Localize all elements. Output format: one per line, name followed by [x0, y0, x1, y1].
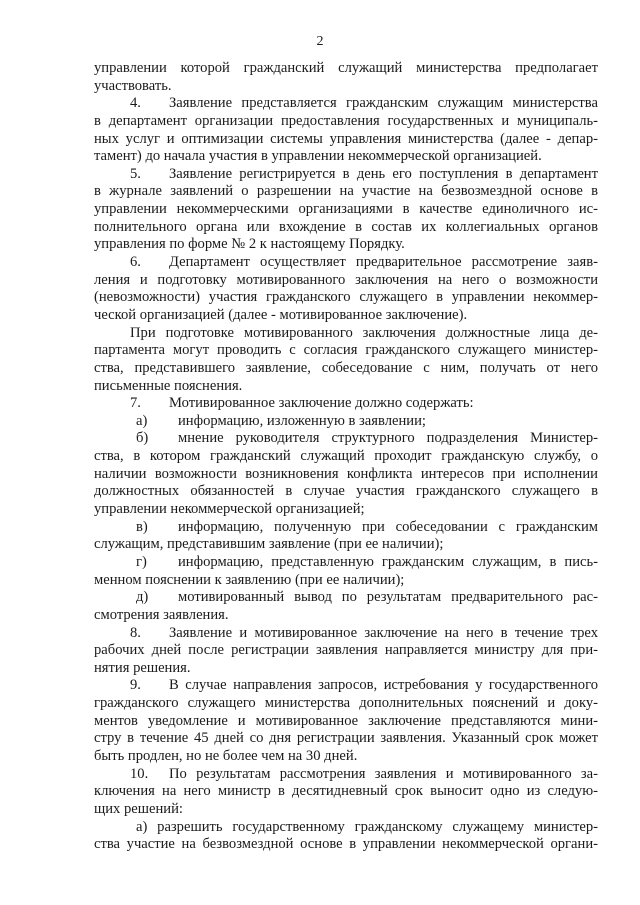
text-line: информацию, представленную гражданским служащим, в пись- — [178, 553, 598, 570]
paragraph-4-first-line — [94, 95, 598, 113]
text-line: щих решений: — [94, 800, 183, 817]
text-line: стру в течение 45 дней со дня регистрации заявления. Указанный срок может — [94, 730, 598, 747]
text-line: При подготовке мотивированного заключения должностные лица де- — [130, 324, 598, 341]
text-line: должностных обязанностей в случае участия гражданского служащего в — [94, 483, 598, 500]
text-line: мотивированный вывод по результатам предварительного рас- — [178, 589, 598, 606]
text-line: нятия решения. — [94, 659, 191, 676]
list-letter: в) — [136, 518, 148, 535]
text-line: Департамент осуществляет предварительное рассмотрение заяв- — [169, 254, 598, 271]
text-line: ства участие на безвозмездной основе в управлении некоммерческой органи- — [94, 836, 598, 853]
paragraph-number: 6. — [130, 254, 141, 271]
paragraph-number: 5. — [130, 165, 141, 182]
paragraph-7-first-line — [94, 395, 598, 413]
list-item-g — [94, 554, 598, 572]
text-line: ления и подготовку мотивированного заключения на него о возможности — [94, 271, 598, 288]
text-line: письменные пояснения. — [94, 377, 243, 394]
text-line: Заявление и мотивированное заключение на него в течение трех — [169, 624, 598, 641]
text-line: тамент) до начала участия в управлении некоммерческой организацией. — [94, 148, 542, 165]
list-item-a — [94, 413, 598, 431]
text-line: ства, представившего заявление, собеседование с ним, получать от него — [94, 359, 598, 376]
text-line: ных услуг и оптимизации системы управления министерства (далее - депар- — [94, 130, 598, 147]
text-line: Заявление регистрируется в день его поступления в департамент — [169, 165, 598, 182]
text-line: мнение руководителя структурного подразделения Министер- — [178, 430, 598, 447]
list-letter: а) — [136, 412, 148, 429]
paragraph-8-first-line — [94, 625, 598, 643]
text-line: управлении некоммерческими организациями в качестве единоличного ис- — [94, 201, 598, 218]
text-line: управлении которой гражданский служащий министерства предполагает — [94, 60, 598, 76]
page-number: 2 — [316, 34, 324, 49]
text-line: партамента могут проводить с согласия гражданского служащего министер- — [94, 342, 598, 359]
text-line: быть продлен, но не более чем на 30 дней. — [94, 747, 358, 764]
text-line: ключения на него министр в десятидневный срок выносит одно из следую- — [94, 783, 598, 800]
text-line: рабочих дней после регистрации заявления направляется министру для при- — [94, 642, 598, 659]
text-line: ства, в котором гражданский служащий проходит гражданскую службу, о — [94, 448, 598, 465]
list-letter: б) — [136, 430, 149, 447]
text-line: ческой организацией (далее - мотивированное заключение). — [94, 306, 468, 323]
text-line: смотрения заявления. — [94, 606, 229, 623]
text-line: в департамент организации предоставления государственных и муниципаль- — [94, 112, 598, 129]
text-line: управления по форме № 2 к настоящему Порядку. — [94, 236, 405, 253]
text-line: в журнале заявлений о разрешении на участие на безвозмездной основе в — [94, 183, 598, 200]
list-letter: г) — [136, 553, 147, 570]
text-line: информацию, полученную при собеседовании с гражданским — [178, 518, 598, 535]
paragraph-number: 4. — [130, 95, 141, 112]
text-line: управлении некоммерческой организацией; — [94, 501, 365, 518]
document-body — [94, 60, 598, 854]
paragraph-9-first-line — [94, 677, 598, 695]
paragraph-10-first-line — [94, 766, 598, 784]
text-line: гражданского служащего министерства дополнительных пояснений и доку- — [94, 695, 598, 712]
paragraph-number: 10. — [130, 765, 149, 782]
paragraph-5-first-line — [94, 166, 598, 184]
text-line: наличии возможности возникновения конфликта интересов при исполнении — [94, 465, 598, 482]
text-line: ментов уведомление и мотивированное заключение представляются мини- — [94, 712, 598, 729]
text-line: служащим, представившим заявление (при ее наличии); — [94, 536, 444, 553]
paragraph-number: 8. — [130, 624, 141, 641]
text-line: По результатам рассмотрения заявления и мотивированного за- — [169, 765, 598, 782]
text-line: (невозможности) участия гражданского служащего в управлении некоммер- — [94, 289, 598, 306]
paragraph-number: 9. — [130, 677, 141, 694]
text-line: Заявление представляется гражданским служащим министерства — [169, 95, 598, 112]
text-line: информацию, изложенную в заявлении; — [178, 412, 426, 429]
paragraph-6-first-line — [94, 254, 598, 272]
text-line: а) разрешить государственному гражданскому служащему министер- — [136, 818, 598, 835]
list-item-v — [94, 519, 598, 537]
text-line: В случае направления запросов, истребования у государственного — [169, 677, 598, 694]
text-line: Мотивированное заключение должно содержать: — [169, 395, 474, 412]
text-line: менном пояснении к заявлению (при ее наличии); — [94, 571, 405, 588]
text-line: участвовать. — [94, 77, 172, 94]
paragraph-number: 7. — [130, 395, 141, 412]
list-item-d — [94, 589, 598, 607]
list-letter: д) — [136, 589, 149, 606]
list-item-b — [94, 430, 598, 448]
text-line: полнительного органа или вхождение в состав их коллегиальных органов — [94, 218, 598, 235]
